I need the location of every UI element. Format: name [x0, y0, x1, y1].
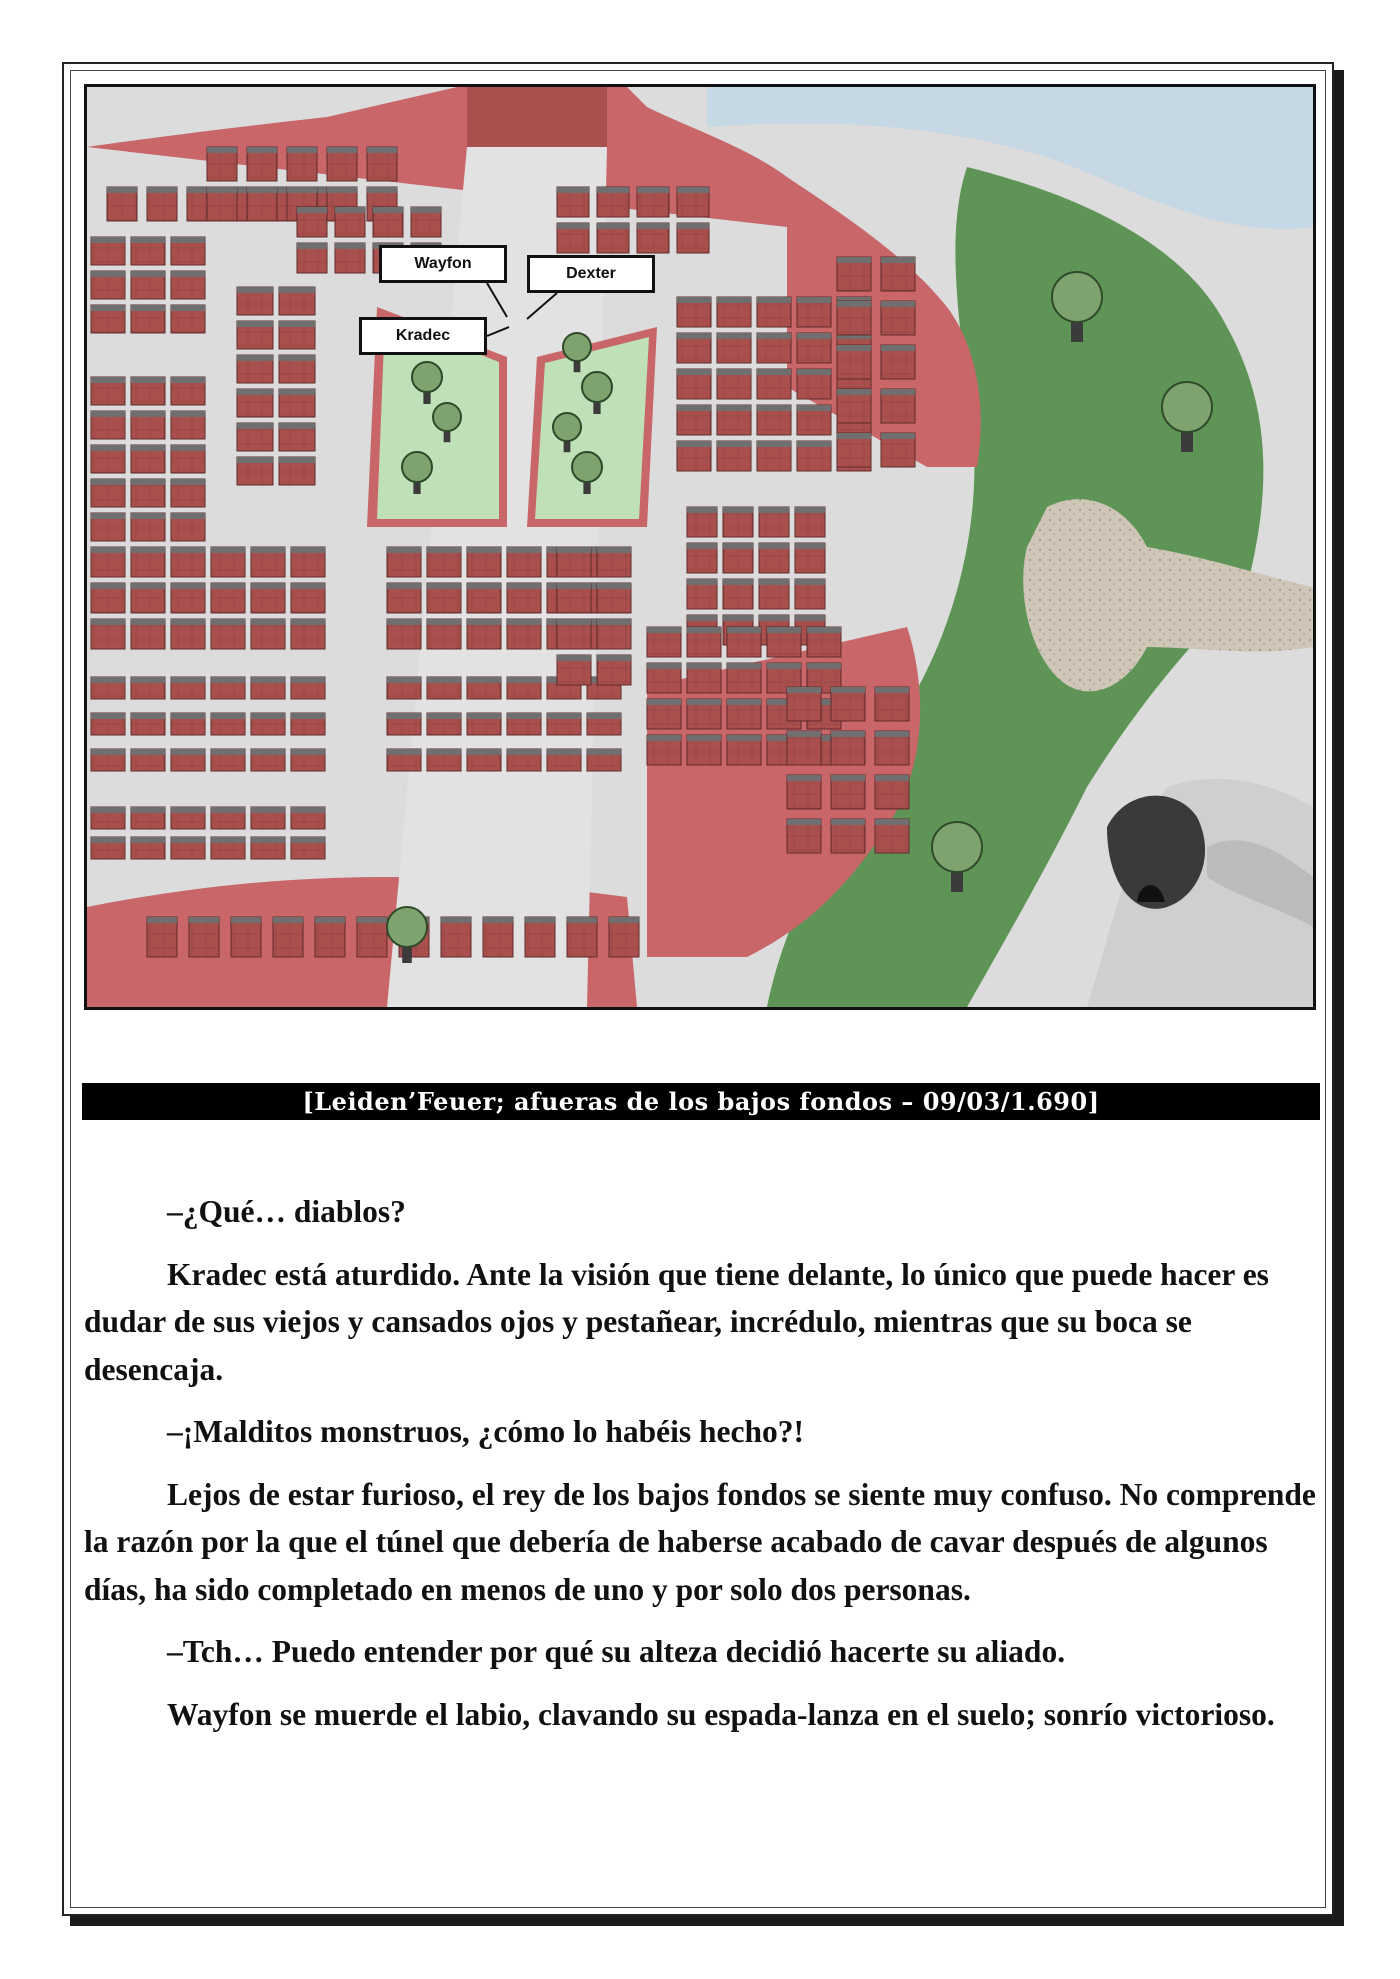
map-label-dexter-text: Dexter — [566, 265, 616, 282]
dialogue-line: –¿Qué… diablos? — [167, 1194, 406, 1229]
label-pointers — [87, 87, 1313, 1007]
map-label-wayfon-text: Wayfon — [414, 255, 472, 272]
story-text — [84, 1188, 1316, 1753]
pointer-kradec — [487, 327, 509, 336]
chapter-header — [82, 1083, 1320, 1120]
pointer-wayfon — [487, 283, 507, 317]
city-map — [84, 84, 1316, 1010]
map-label-kradec-text: Kradec — [395, 327, 451, 344]
pointer-dexter — [527, 293, 557, 319]
dialogue-line: –Tch… Puedo entender por qué su alteza decidió hacerte su aliado. — [167, 1634, 1066, 1669]
dialogue-line: –¡Malditos monstruos, ¿cómo lo habéis hecho?! — [167, 1414, 804, 1449]
narration-paragraph: Wayfon se muerde el labio, clavando su espada-lanza en el suelo; sonrío victorioso. — [167, 1696, 1275, 1732]
chapter-header-title: [Leiden’Feuer; afueras de los bajos fondos – 09/03/1.690] — [302, 1087, 1100, 1116]
narration-paragraph: Lejos de estar furioso, el rey de los bajos fondos se siente muy confuso. No comprende la razón por la que el túnel que debería de haberse acabado de cavar después de algunos días, ha sido completado en menos de uno y por solo dos personas. — [84, 1476, 1316, 1607]
narration-paragraph: Kradec está aturdido. Ante la visión que tiene delante, lo único que puede hacer es dudar de sus viejos y cansados ojos y pestañear, incrédulo, mientras que su boca se desencaja. — [84, 1256, 1269, 1387]
